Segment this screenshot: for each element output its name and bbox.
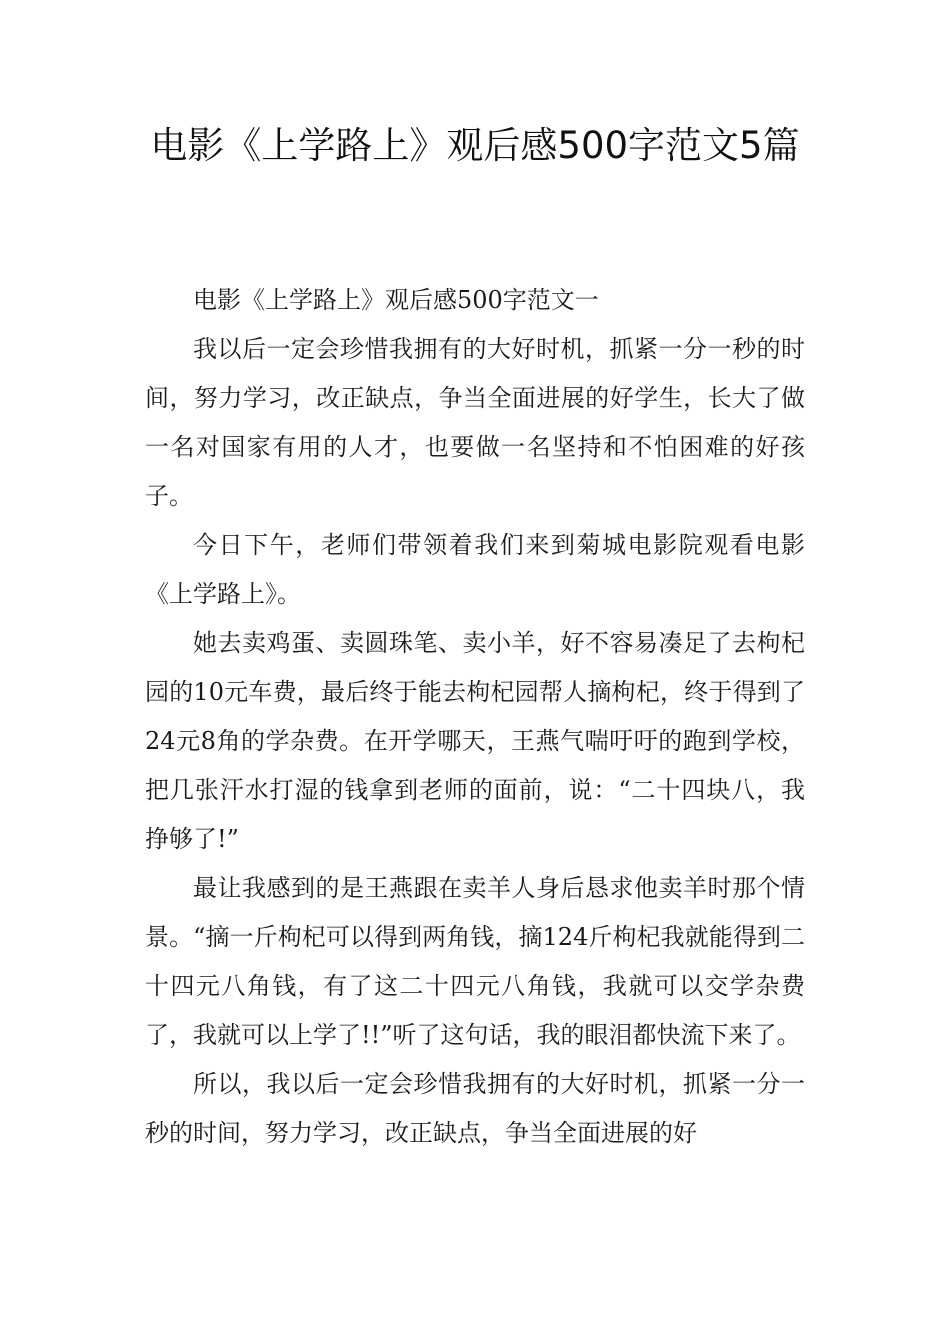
paragraph: 所以，我以后一定会珍惜我拥有的大好时机，抓紧一分一秒的时间，努力学习，改正缺点，争当全面进展的好 <box>145 1070 805 1147</box>
document-body <box>145 276 805 1158</box>
paragraph: 我以后一定会珍惜我拥有的大好时机，抓紧一分一秒的时间，努力学习，改正缺点，争当全面进展的好学生，长大了做一名对国家有用的人才，也要做一名坚持和不怕困难的好孩子。 <box>145 335 805 510</box>
paragraph: 今日下午，老师们带领着我们来到菊城电影院观看电影《上学路上》。 <box>145 531 805 608</box>
paragraph: 最让我感到的是王燕跟在卖羊人身后恳求他卖羊时那个情景。“摘一斤枸杞可以得到两角钱，摘124斤枸杞我就能得到二十四元八角钱，有了这二十四元八角钱，我就可以交学杂费了，我就可以上学了!!”听了这句话，我的眼泪都快流下来了。 <box>145 874 805 1049</box>
paragraph: 她去卖鸡蛋、卖圆珠笔、卖小羊，好不容易凑足了去枸杞园的10元车费，最后终于能去枸杞园帮人摘枸杞，终于得到了24元8角的学杂费。在开学哪天，王燕气喘吁吁的跑到学校，把几张汗水打湿的钱拿到老师的面前，说：“二十四块八，我挣够了!” <box>145 629 805 853</box>
document-title: 电影《上学路上》观后感500字范文5篇 <box>150 124 800 167</box>
section-heading: 电影《上学路上》观后感500字范文一 <box>193 286 599 314</box>
